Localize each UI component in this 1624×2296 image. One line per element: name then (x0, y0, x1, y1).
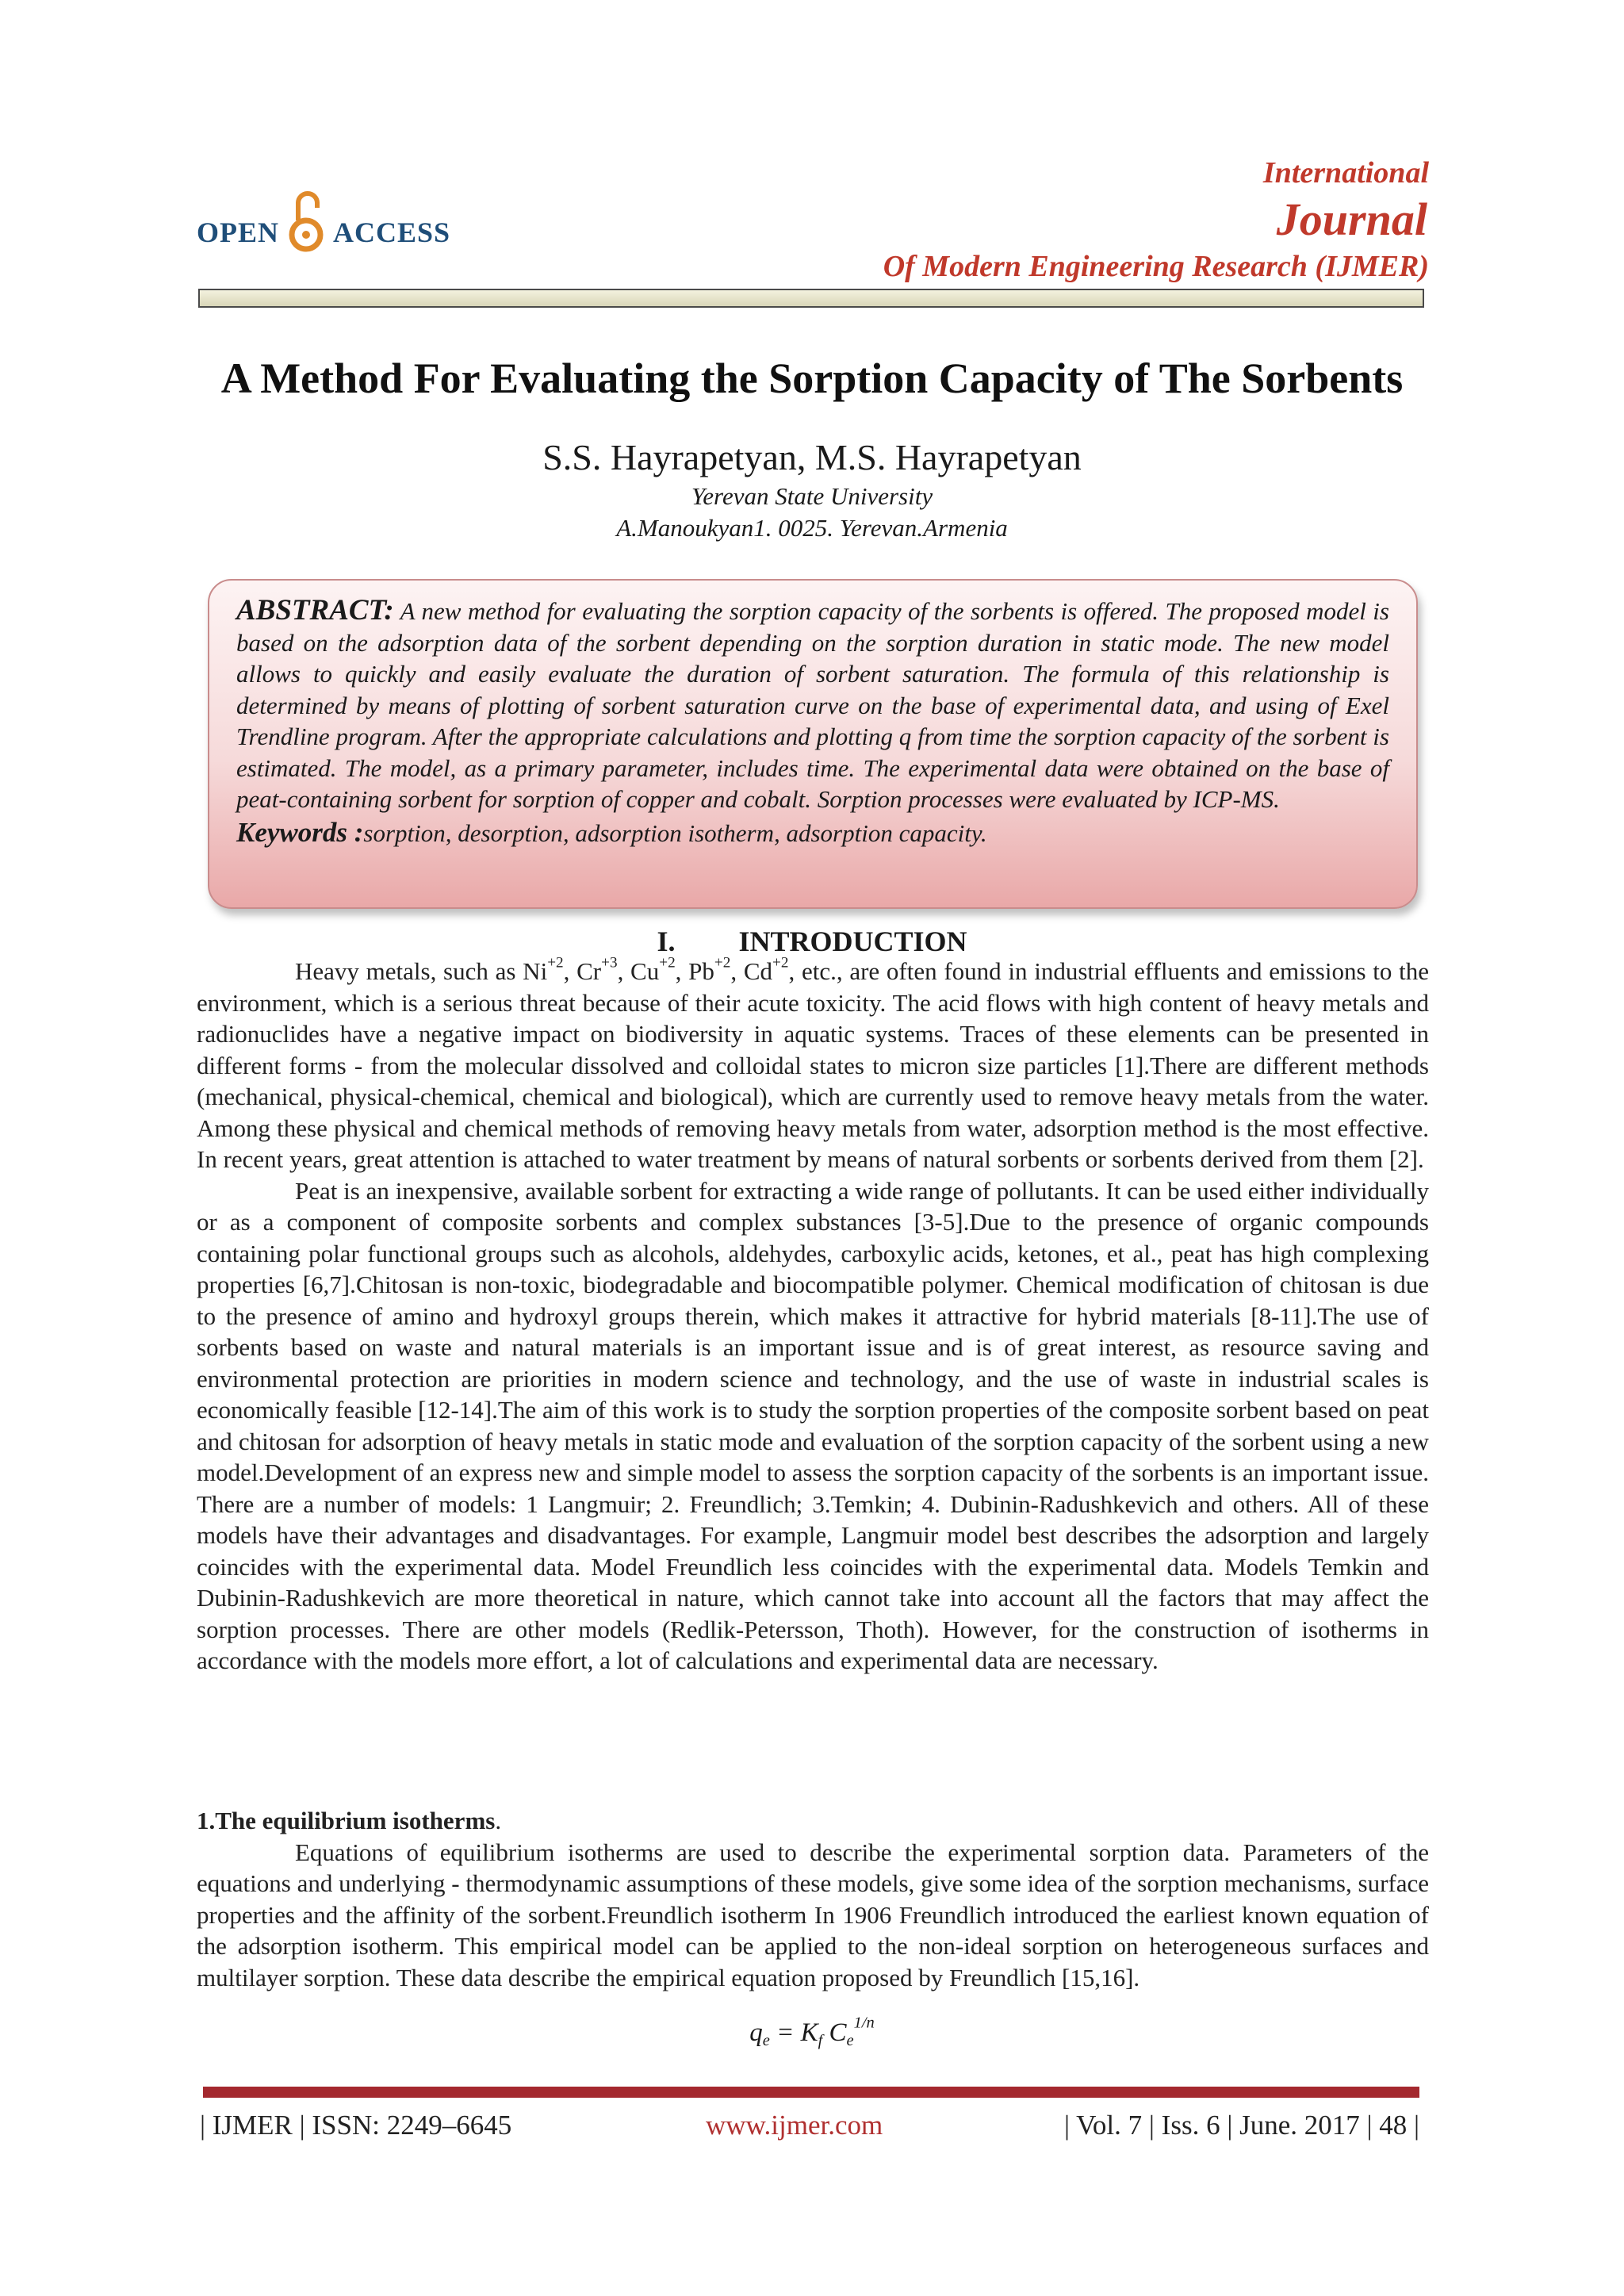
paper-title: A Method For Evaluating the Sorption Capacity of The Sorbents (220, 355, 1404, 402)
open-access-logo (197, 197, 450, 268)
footer-left: | IJMER | ISSN: 2249–6645 (200, 2110, 512, 2141)
footer-website-link[interactable]: www.ijmer.com (706, 2110, 883, 2141)
open-access-left-text: OPEN (197, 217, 280, 248)
paper-authors: S.S. Hayrapetyan, M.S. Hayrapetyan (542, 437, 1082, 477)
intro-paragraph-1 (197, 956, 1429, 1175)
isotherms-title: 1.The equilibrium isotherms (197, 1807, 496, 1834)
abstract-box (208, 579, 1418, 909)
pb-charge: +2 (714, 954, 731, 972)
journal-line-2: Journal (1276, 194, 1427, 245)
keywords-label: Keywords : (236, 816, 364, 848)
eq-c-sub: e (846, 2032, 854, 2050)
eq-c: C (822, 2018, 847, 2047)
freundlich-equation (0, 2014, 1624, 2050)
section-heading (0, 925, 1624, 958)
eq-q-sub: e (762, 2032, 770, 2050)
cr-charge: +3 (601, 954, 618, 972)
footer-divider-bar (203, 2087, 1419, 2098)
footer-right: | Vol. 7 | Iss. 6 | June. 2017 | 48 | (1064, 2110, 1419, 2141)
isotherms-heading (197, 1805, 1429, 1837)
keywords-line (236, 817, 1389, 849)
eq-q: q (749, 2018, 763, 2047)
abstract-paragraph (236, 595, 1389, 815)
cu-charge: +2 (659, 954, 676, 972)
abstract-text: A new method for evaluating the sorption capacity of the sorbents is offered. The proposed model is based on the adsorption data of the sorbent depending on the sorption duration in static mode. The new model allows to quickly and easily evaluate the duration of sorbent saturation. The formula of this relationship is determined by means of plotting of sorbent saturation curve on the base of experimental data, and using of Exel Trendline program. After the appropriate calculations and plotting q from time the sorption capacity of the sorbent is estimated. The model, as a primary parameter, includes time. The experimental data were obtained on the base of peat-containing sorbent for sorption of copper and cobalt. Sorption processes were evaluated by ICP-MS. (236, 597, 1389, 813)
isotherms-body (197, 1805, 1429, 1993)
isotherms-title-period: . (495, 1807, 502, 1834)
journal-line-1: International (1262, 156, 1429, 190)
isotherms-paragraph: Equations of equilibrium isotherms are used to describe the experimental sorption data. Parameters of the equations and underlying - thermodynamic assumptions of these models, give some idea of the sorption mechanisms, surface properties and the affinity of the sorbent.Freundlich isotherm In 1906 Freundlich introduced the earliest known equation of the adsorption isotherm. This empirical model can be applied to the non-ideal sorption on heterogeneous surfaces and multilayer sorption. These data describe the empirical equation proposed by Freundlich [15,16]. (197, 1838, 1429, 1991)
cu-symbol: , Cu (617, 957, 660, 985)
cd-symbol: , Cd (730, 957, 773, 985)
eq-exponent: 1/n (853, 2014, 875, 2032)
open-access-right-text: ACCESS (333, 217, 451, 248)
intro-p1-start: Heavy metals, such as Ni (295, 957, 548, 985)
journal-line-3: Of Modern Engineering Research (IJMER) (883, 250, 1429, 283)
affiliation-line-2: A.Manoukyan1. 0025. Yerevan.Armenia (616, 514, 1008, 542)
ni-charge: +2 (547, 954, 564, 972)
header-divider-bar (198, 289, 1424, 308)
section-title: INTRODUCTION (738, 926, 967, 957)
intro-paragraph-2: Peat is an inexpensive, available sorbent for extracting a wide range of pollutants. It can be used either individually or as a component of composite sorbents and complex substances [3-5].Due to the presence of organic compounds containing polar functional groups such as alcohols, aldehydes, carboxylic acids, ketones, et al., peat has high complexing properties [6,7].Chitosan is non-toxic, biodegradable and biocompatible polymer. Chemical modification of chitosan is due to the presence of amino and hydroxyl groups therein, which makes it attractive for hybrid materials [8-11].The use of sorbents based on waste and natural materials is an important issue and is of great interest, as resource saving and environmental protection are priorities in modern science and technology, and the use of waste in industrial scales is economically feasible [12-14].The aim of this work is to study the sorption properties of the composite sorbent based on peat and chitosan for adsorption of heavy metals in static mode and evaluation of the sorption capacity of the sorbent using a new model.Development of an express new and simple model to assess the sorption capacity of the sorbents is an important issue. There are a number of models: 1 Langmuir; 2. Freundlich; 3.Temkin; 4. Dubinin-Radushkevich and others. All of these models have their advantages and disadvantages. For example, Langmuir model best describes the adsorption and largely coincides with the experimental data. Model Freundlich less coincides with the experimental data. Models Temkin and Dubinin-Radushkevich are more theoretical in nature, which cannot take into account all the factors that may affect the sorption processes. There are other models (Redlik-Petersson, Thoth). However, for the construction of isotherms in accordance with the models more effort, a lot of calculations and experimental data are necessary. (197, 1176, 1429, 1674)
abstract-label: ABSTRACT: (236, 594, 394, 627)
open-lock-icon (287, 186, 325, 257)
pb-symbol: , Pb (675, 957, 714, 985)
cr-symbol: , Cr (563, 957, 602, 985)
affiliation-line-1: Yerevan State University (691, 482, 933, 510)
eq-k-sub: f (818, 2032, 823, 2050)
eq-k: = K (769, 2018, 818, 2047)
introduction-body (197, 956, 1429, 1677)
section-number: I. (657, 926, 676, 957)
cd-charge: +2 (772, 954, 789, 972)
keywords-text: sorption, desorption, adsorption isotherm, adsorption capacity. (363, 818, 987, 847)
intro-p1-rest: , etc., are often found in industrial effluents and emissions to the environment, which is a serious threat because of their acute toxicity. The acid flows with high content of heavy metals and radionuclides have a negative impact on biodiversity in aquatic systems. Traces of these elements can be presented in different forms - from the molecular dissolved and colloidal states to micron size particles [1].There are different methods (mechanical, physical-chemical, chemical and biological), which are currently used to remove heavy metals from the water. Among these physical and chemical methods of removing heavy metals from water, adsorption method is the most effective. In recent years, great attention is attached to water treatment by means of natural sorbents or sorbents derived from them [2]. (197, 957, 1429, 1173)
